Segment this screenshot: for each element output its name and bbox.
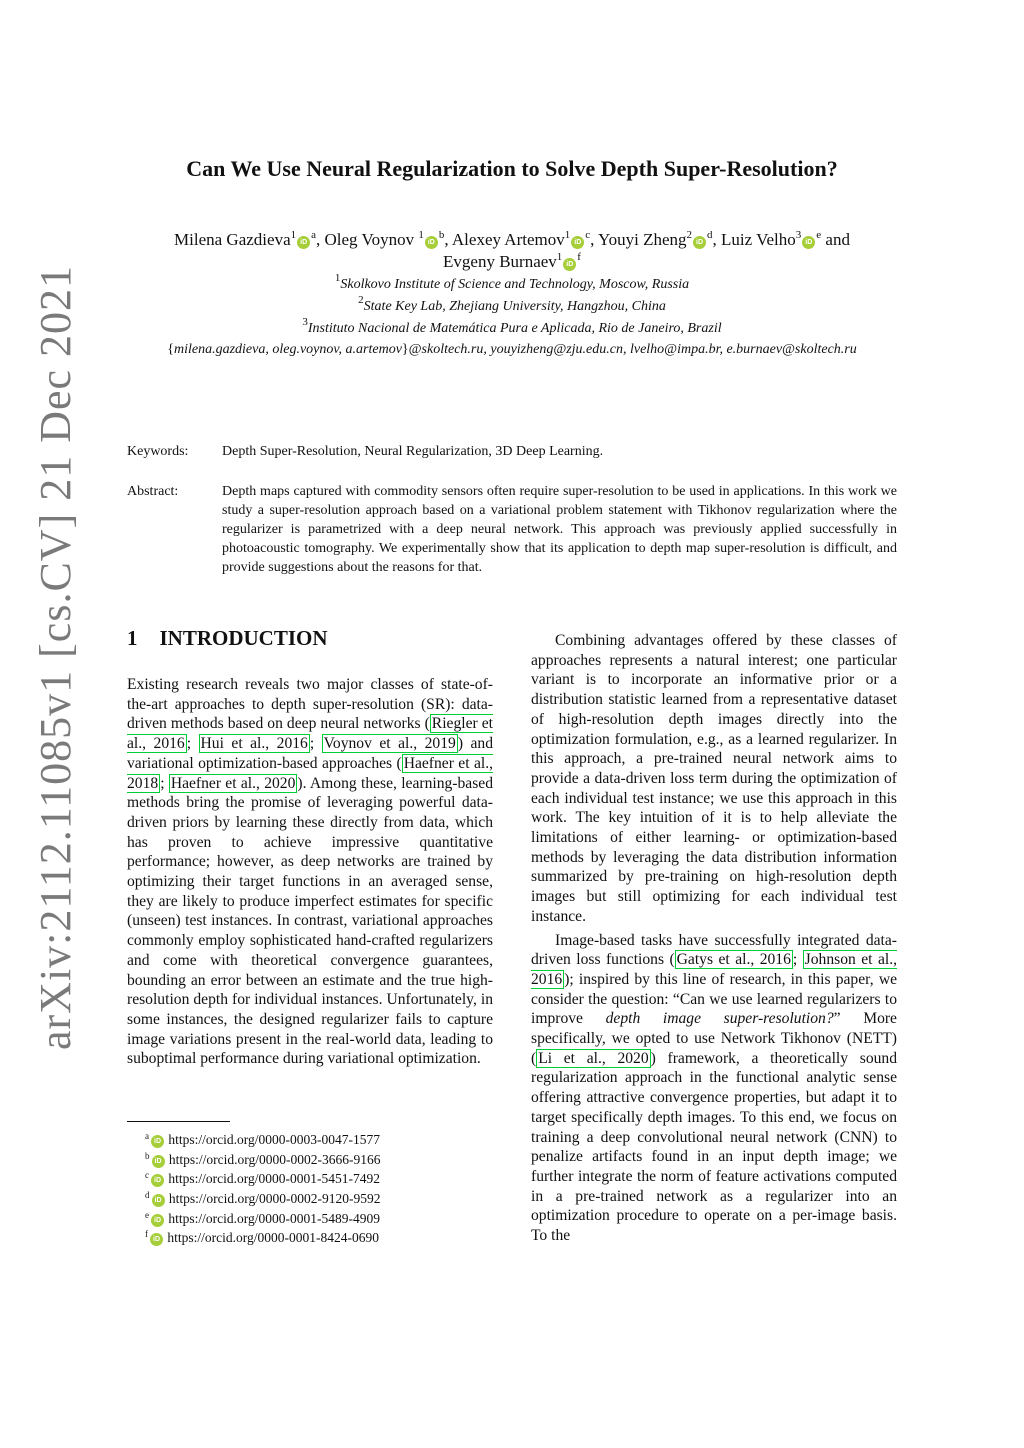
orcid-footnote-mark: d — [707, 229, 713, 241]
citation-link[interactable]: Voynov et al., 2019 — [323, 735, 456, 753]
orcid-icon: iD — [425, 236, 438, 249]
orcid-icon: iD — [563, 258, 576, 271]
author-affiliation: 1 — [290, 229, 297, 241]
footnote-orcid: $^c$iD https://orcid.org/0000-0001-5451-7492 — [145, 1170, 380, 1186]
abstract-text: Depth maps captured with commodity sensors often require super-resolution to be used in applications. In this work we study a super-resolution approach based on a variational problem statement with Tikhonov regularization where the regularizer is parametrized with a deep neural network. This approach was previously applied successfully in photoacoustic tomography. We experimentally show that its application to depth map super-resolution is difficult, and provide suggestions about the reasons for that. — [222, 484, 897, 575]
orcid-icon: iD — [152, 1194, 165, 1207]
orcid-footnote-mark: b — [438, 229, 445, 241]
affiliation-2: $^2$State Key Lab, Zhejiang University, Hangzhou, China — [358, 294, 666, 314]
citation-link[interactable]: Johnson et al., 2016 — [531, 951, 897, 988]
right-column — [531, 631, 897, 1246]
orcid-icon: iD — [151, 1174, 164, 1187]
keywords-label: Keywords: — [127, 444, 189, 459]
intro-paragraph-2: Combining advantages offered by these classes of approaches represents a natural interest; one particular variant is to incorporate an informative prior or a distribution statistic learned from a representative dataset of high-resolution depth images directly into the optimization formulation, e.g., as a learned regularizer. In this approach, a pre-trained neural network aims to provide a data-driven loss term during the optimization of each individual test instance; we use this approach in this work. The key intuition of it is to help alleviate the limitations of either learning- or optimization-based methods by leveraging the data distribution information summarized by pre-training on high-resolution depth images but still optimizing for each individual test instance. — [531, 632, 897, 925]
orcid-url[interactable]: https://orcid.org/0000-0002-9120-9592 — [168, 1191, 381, 1206]
author-affiliation: 2 — [686, 229, 692, 241]
orcid-icon: iD — [571, 236, 584, 249]
orcid-icon: iD — [151, 1135, 164, 1148]
author-name: Evgeny Burnaev — [443, 252, 557, 271]
author-affiliation: 1 — [556, 251, 563, 263]
affiliation-1: $^1$Skolkovo Institute of Science and Technology, Moscow, Russia — [334, 272, 690, 292]
author-affiliation: 1 — [564, 229, 571, 241]
orcid-url[interactable]: https://orcid.org/0000-0001-5451-7492 — [168, 1171, 380, 1186]
author-affiliation: 1 — [418, 229, 424, 241]
orcid-url[interactable]: https://orcid.org/0000-0003-0047-1577 — [168, 1132, 380, 1147]
author-name: Milena Gazdieva — [174, 230, 291, 249]
section-heading — [127, 626, 328, 651]
keywords-text: Depth Super-Resolution, Neural Regularization, 3D Deep Learning. — [222, 444, 604, 459]
author-list: Milena $Gazdieva^1iD^a$, Oleg Voynov $^1iD^b$, Alexey $Artemov^1iD^c$, Youyi $Zheng^2iD^d$, Luiz $Velho^3iD^e$ and Evgeny $Burnaev^1iD^f$ — [174, 229, 850, 271]
affiliation-3: $^3$Instituto Nacional de Matemática Pura e Aplicada, Rio de Janeiro, Brazil — [302, 316, 722, 336]
section-title: INTRODUCTION — [159, 626, 328, 650]
arxiv-identifier: arXiv:2112.11085v1 [cs.CV] 21 Dec 2021 — [31, 264, 80, 1050]
orcid-icon: iD — [802, 236, 815, 249]
citation-link[interactable]: Gatys et al., 2016 — [676, 951, 791, 969]
citation-link[interactable]: Hui et al., 2016 — [200, 735, 308, 753]
citation-link[interactable]: Haefner et al., 2018 — [127, 754, 493, 792]
footnote-orcid: $^e$iD https://orcid.org/0000-0001-5489-4909 — [145, 1210, 380, 1226]
orcid-icon: iD — [150, 1233, 163, 1246]
footnote-orcid: $^f$iD https://orcid.org/0000-0001-8424-0690 — [145, 1229, 379, 1245]
footnote-orcid: $^d$iD https://orcid.org/0000-0002-9120-9592 — [145, 1190, 381, 1206]
orcid-url[interactable]: https://orcid.org/0000-0002-3666-9166 — [168, 1152, 381, 1167]
orcid-icon: iD — [297, 236, 310, 249]
author-name: Luiz Velho — [721, 230, 796, 249]
footnote-divider — [127, 1121, 230, 1122]
orcid-icon: iD — [151, 1214, 164, 1227]
orcid-url[interactable]: https://orcid.org/0000-0001-8424-0690 — [167, 1230, 379, 1245]
section-number: 1 — [127, 626, 138, 650]
orcid-footnote-mark: e — [816, 229, 822, 241]
paper-title: Can We Use Neural Regularization to Solve Depth Super-Resolution? — [186, 156, 838, 181]
author-name: Alexey Artemov — [451, 230, 565, 249]
citation-link[interactable]: Riegler et al., 2016 — [127, 715, 493, 753]
author-name: Youyi Zheng — [598, 230, 687, 249]
author-and: and — [825, 230, 850, 249]
orcid-footnote-mark: c — [585, 229, 591, 241]
citation-link[interactable]: Haefner et al., 2020 — [170, 774, 296, 792]
intro-paragraph-1: Existing research reveals two major classes of state-of-the-art approaches to depth super-resolution (SR): data-driven methods based on deep neural networks ( Riegler et al., 2016 ; Hui et al., 2016 ; Voynov et al., 2019 ) and variational optimization-based approaches ( Haefner et al., 2018 ; Haefner et al., 2020 ). Among these, learning-based methods bring the promise of leveraging powerful data-driven priors by learning these directly from data, which has proven to achieve impressive quantitative performance; however, as deep networks are trained by optimizing their target functions in an averaged sense, they are likely to produce imperfect estimates for specific (unseen) test instances. In contrast, variational approaches commonly employ sophisticated hand-crafted regularizers and come with theoretical convergence guarantees, bounding an error between an estimate and the true high-resolution depth for individual instances. Unfortunately, in some instances, the designed regularizer fails to capture image variations present in the real-world data, leading to suboptimal performance during variational optimization. — [127, 676, 493, 1068]
orcid-footnote-mark: a — [311, 229, 317, 241]
citation-link[interactable]: Li et al., 2020 — [538, 1049, 649, 1067]
author-affiliation: 3 — [795, 229, 802, 241]
orcid-footnote-mark: f — [577, 251, 581, 263]
orcid-icon: iD — [693, 236, 706, 249]
footnote-orcid: $^b$iD https://orcid.org/0000-0002-3666-9166 — [145, 1151, 381, 1167]
intro-paragraph-3: Image-based tasks have successfully integrated data-driven loss functions ( Gatys et al., 2016 ; Johnson et al., 2016 ); inspired by this line of research, in this paper, we consider the question: “Can we use learned regularizers to improve depth image super-resolution?” More specifically, we opted to use Network Tikhonov (NETT) ( Li et al., 2020 ) framework, a theoretically sound regularization approach in the functional analytic sense offering attractive convergence properties, but adapt it to target specifically depth images. To this end, we focus on training a deep convolutional neural network (CNN) to penalize artifacts found in an input depth image; we further integrate the norm of feature activations computed in a pre-trained network as a regularizer into an optimization procedure to operate on a per-image basis. To the — [531, 931, 898, 1245]
orcid-url[interactable]: https://orcid.org/0000-0001-5489-4909 — [168, 1211, 380, 1226]
left-column — [127, 675, 493, 1069]
orcid-icon: iD — [152, 1155, 165, 1168]
author-name: Oleg Voynov — [324, 230, 415, 249]
abstract-label: Abstract: — [127, 484, 179, 499]
footnote-orcid: $^a$iD https://orcid.org/0000-0003-0047-1577 — [145, 1131, 380, 1147]
author-emails: {milena.gazdieva, oleg.voynov, a.artemov}@skoltech.ru, youyizheng@zju.edu.cn, lvelho@impa.br, e.burnaev@skoltech.ru — [167, 342, 857, 357]
